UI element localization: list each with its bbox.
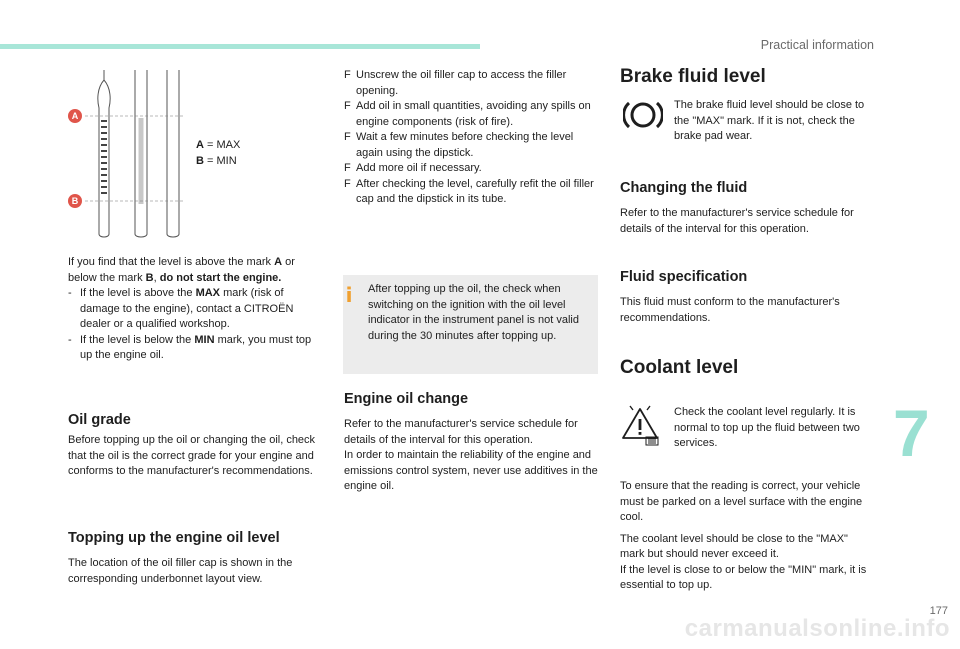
dipstick-illustration: [85, 66, 195, 246]
oil-change-text-1: Refer to the manufacturer's service schedule for details of the interval for this operation.: [344, 418, 578, 446]
section-title: Practical information: [760, 38, 874, 52]
coolant-text-2: To ensure that the reading is correct, your vehicle must be parked on a level surface with the engine cool.: [620, 480, 863, 523]
warning-item: [68, 333, 320, 364]
page-number: 177: [929, 605, 948, 617]
step-text: Unscrew the oil filler cap to access the filler opening.: [356, 69, 567, 97]
step-text: After checking the level, carefully refit the oil filler cap and the dipstick in its tube.: [356, 177, 594, 205]
warning-mark-b: B: [145, 271, 154, 284]
header-accent-bar: [0, 44, 480, 49]
step-text: Add more oil if necessary.: [356, 162, 482, 174]
brake-fluid-heading: Brake fluid level: [620, 66, 766, 87]
info-icon: i: [345, 283, 353, 307]
warning-mark-a: A: [274, 256, 283, 268]
item-text: If the level is above the: [80, 287, 196, 299]
step-marker: F: [344, 69, 351, 81]
level-warning-text: [68, 255, 320, 286]
coolant-details: [620, 479, 875, 594]
fluid-spec-text: This fluid must conform to the manufacturer's recommendations.: [620, 296, 840, 324]
oil-grade-section: [68, 433, 328, 480]
brake-warning-icon: [623, 99, 663, 131]
changing-fluid-text: Refer to the manufacturer's service schedule for details of the interval for this operation.: [620, 207, 854, 235]
step-marker: F: [344, 177, 351, 190]
brake-fluid-text: The brake fluid level should be close to the "MAX" mark. If it is not, check the brake pad wear.: [674, 99, 865, 142]
coolant-text-3: The coolant level should be close to the "MAX" mark but should never exceed it.: [620, 532, 848, 560]
marker-b: B: [68, 194, 82, 208]
legend-b-text: = MIN: [203, 154, 237, 167]
coolant-warning-icon: [620, 404, 660, 446]
warning-separator: ,: [153, 271, 160, 284]
topping-up-text: The location of the oil filler cap is shown in the corresponding underbonnet layout view.: [68, 557, 293, 585]
step-item: [344, 99, 602, 130]
changing-fluid-section: [620, 206, 875, 237]
marker-a: A: [68, 109, 82, 123]
step-item: [344, 177, 602, 208]
item-marker: -: [68, 333, 72, 346]
item-bold: MIN: [194, 333, 215, 346]
warning-bold: do not start the engine.: [159, 271, 282, 284]
oil-grade-text: Before topping up the oil or changing the oil, check that the oil is the correct grade for your engine and conforms to the manufacturer's recommendations.: [68, 434, 316, 477]
item-marker: -: [68, 287, 72, 299]
step-text: Add oil in small quantities, avoiding any spills on engine components (risk of fire).: [356, 100, 591, 128]
oil-change-text-2: In order to maintain the reliability of the engine and emissions control system, never use additives in the engine oil.: [344, 449, 598, 492]
chapter-number: 7: [893, 396, 930, 470]
legend-a-letter: A: [196, 139, 204, 151]
level-warning: [68, 255, 320, 364]
topping-up-section: [68, 556, 326, 587]
step-marker: F: [344, 131, 351, 143]
step-marker: F: [344, 100, 351, 112]
item-text: If the level is below the: [80, 333, 195, 346]
step-text: Wait a few minutes before checking the level again using the dipstick.: [356, 131, 574, 159]
watermark: carmanualsonline.info: [684, 615, 950, 642]
fluid-spec-heading: Fluid specification: [620, 269, 748, 285]
dipstick-legend: [196, 138, 240, 169]
warning-text-2: or below the mark: [68, 256, 295, 284]
step-item: [344, 161, 602, 177]
topping-up-heading: Topping up the engine oil level: [68, 530, 280, 546]
changing-fluid-heading: Changing the fluid: [620, 180, 748, 196]
coolant-heading: Coolant level: [620, 357, 739, 378]
coolant-text: Check the coolant level regularly. It is normal to top up the fluid between two services.: [674, 406, 860, 449]
oil-change-heading: Engine oil change: [344, 391, 469, 407]
coolant-text-4: If the level is close to or below the "MIN" mark, it is essential to top up.: [620, 563, 867, 591]
warning-text-1: If you find that the level is above the mark: [68, 256, 275, 268]
step-item: [344, 68, 602, 99]
fluid-spec-section: [620, 295, 875, 326]
brake-fluid-section: [674, 98, 874, 145]
coolant-section: [674, 405, 874, 452]
info-text: After topping up the oil, the check when switching on the ignition with the oil level indicator in the instrument panel is not valid during the 30 minutes after topping up.: [368, 283, 579, 342]
step-item: [344, 130, 602, 161]
oil-grade-heading: Oil grade: [68, 412, 131, 428]
oil-change-section: [344, 417, 602, 495]
legend-b-letter: B: [196, 154, 204, 167]
legend-a-text: = MAX: [203, 139, 241, 151]
item-bold: MAX: [195, 287, 221, 299]
item-text-end: mark, you must top up the engine oil.: [80, 333, 312, 361]
oil-steps-list: [344, 68, 602, 208]
warning-item: [68, 286, 320, 333]
step-marker: F: [344, 162, 351, 174]
info-box: [343, 275, 598, 374]
item-text-end: mark (risk of damage to the engine), contact a CITROËN dealer or a qualified workshop.: [80, 287, 294, 330]
